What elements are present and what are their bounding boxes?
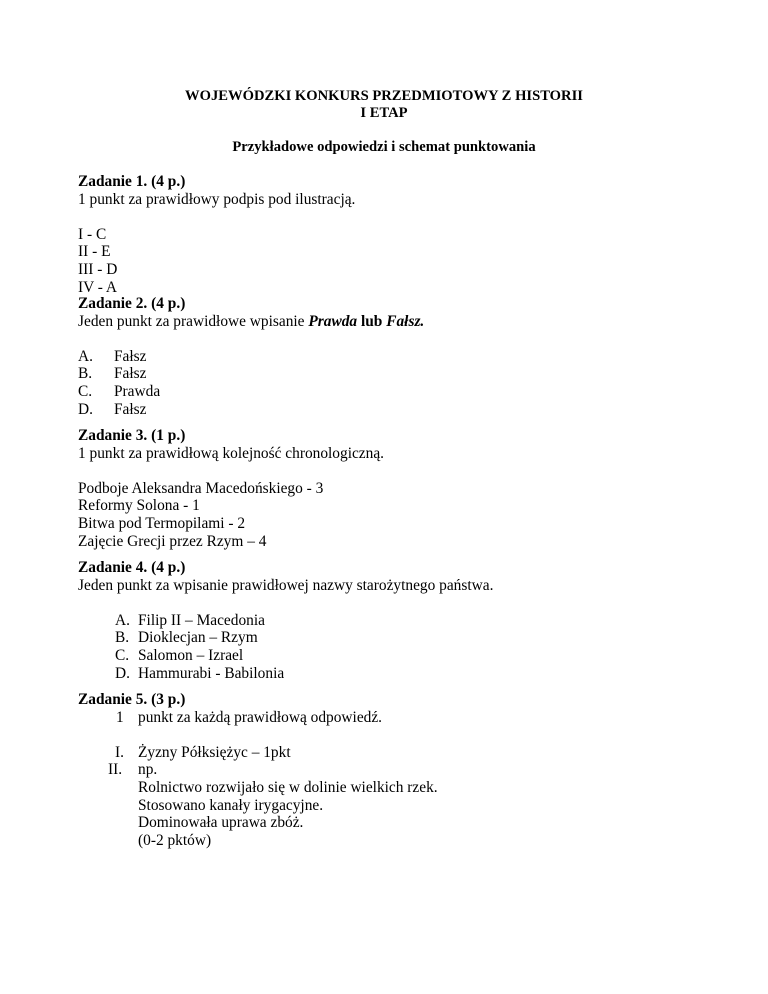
task-3-answer: Reformy Solona - 1 [78, 497, 200, 515]
answer-label: D. [115, 664, 130, 682]
task-3-answer: Bitwa pod Termopilami - 2 [78, 514, 246, 532]
document-title: WOJEWÓDZKI KONKURS PRZEDMIOTOWY Z HISTORII [185, 88, 583, 104]
task-4-heading: Zadanie 4. (4 p.) [78, 559, 186, 576]
task-5-example-line: Rolnictwo rozwijało się w dolinie wielkich rzek. [138, 778, 438, 796]
task-1-answer: IV - A [78, 278, 118, 296]
answer-value: Dioklecjan – Rzym [138, 629, 258, 647]
task-5-part-2 [78, 761, 438, 779]
answer-label: C. [78, 382, 93, 400]
task-1-heading: Zadanie 1. (4 p.) [78, 173, 186, 190]
answer-value: Prawda [114, 382, 161, 400]
task-5-example-line: Dominowała uprawa zbóż. [138, 814, 304, 832]
task-3-answer: Zajęcie Grecji przez Rzym – 4 [78, 532, 267, 550]
part-label: II. [108, 761, 123, 779]
term-falsz: Fałsz. [386, 312, 425, 330]
task-5 [78, 691, 438, 849]
task-2-answer [78, 401, 424, 419]
answer-label: D. [78, 400, 93, 418]
task-3-heading: Zadanie 3. (1 p.) [78, 427, 186, 444]
task-2-answer [78, 365, 424, 383]
task-4-answer [78, 665, 493, 683]
task-4-answer [78, 647, 493, 665]
task-4 [78, 559, 493, 682]
task-2-answer [78, 348, 424, 366]
task-1-answer: III - D [78, 260, 118, 278]
task-4-answer [78, 629, 493, 647]
task-1-answer: I - C [78, 225, 107, 243]
task-4-answer [78, 612, 493, 630]
task-2-instruction [78, 313, 424, 331]
answer-value: Filip II – Macedonia [138, 611, 265, 629]
answer-label: A. [78, 347, 93, 365]
task-1-instruction: 1 punkt za prawidłowy podpis pod ilustracją. [78, 190, 356, 208]
answer-value: Hammurabi - Babilonia [138, 664, 285, 682]
answer-label: B. [115, 629, 130, 647]
task-4-instruction: Jeden punkt za wpisanie prawidłowej nazwy starożytnego państwa. [78, 576, 494, 594]
task-5-part-1 [78, 744, 438, 762]
task-2-answer [78, 383, 424, 401]
task-3-instruction: 1 punkt za prawidłową kolejność chronologiczną. [78, 444, 385, 462]
term-prawda: Prawda [308, 312, 358, 330]
task-5-instruction [78, 709, 438, 727]
task-3-answer: Podboje Aleksandra Macedońskiego - 3 [78, 479, 324, 497]
answer-label: A. [115, 611, 130, 629]
task-1-answer: II - E [78, 243, 111, 261]
answer-label: C. [115, 646, 130, 664]
answer-value: Fałsz [114, 365, 147, 383]
task-2-heading: Zadanie 2. (4 p.) [78, 295, 186, 312]
answer-label: B. [78, 365, 93, 383]
answer-value: Salomon – Izrael [138, 646, 244, 664]
part-text: Żyzny Półksiężyc – 1pkt [138, 743, 291, 761]
task-5-heading: Zadanie 5. (3 p.) [78, 691, 186, 708]
document-subtitle: Przykładowe odpowiedzi i schemat punktowania [232, 139, 536, 155]
task-5-example-line: Stosowano kanały irygacyjne. [138, 796, 324, 814]
instruction-text: punkt za każdą prawidłową odpowiedź. [138, 708, 383, 726]
task-3 [78, 427, 384, 550]
part-label: I. [115, 743, 124, 761]
task-2-instruction-text: Jeden punkt za prawidłowe wpisanie [78, 312, 309, 330]
answer-value: Fałsz [114, 400, 147, 418]
task-5-scoring-note: (0-2 pktów) [138, 831, 212, 849]
part-text: np. [138, 761, 158, 779]
instruction-number: 1 [116, 708, 124, 726]
answer-value: Fałsz [114, 347, 147, 365]
document-stage: I ETAP [360, 105, 408, 121]
task-2 [78, 295, 424, 418]
task-1 [78, 173, 355, 296]
term-lub: lub [357, 312, 387, 330]
